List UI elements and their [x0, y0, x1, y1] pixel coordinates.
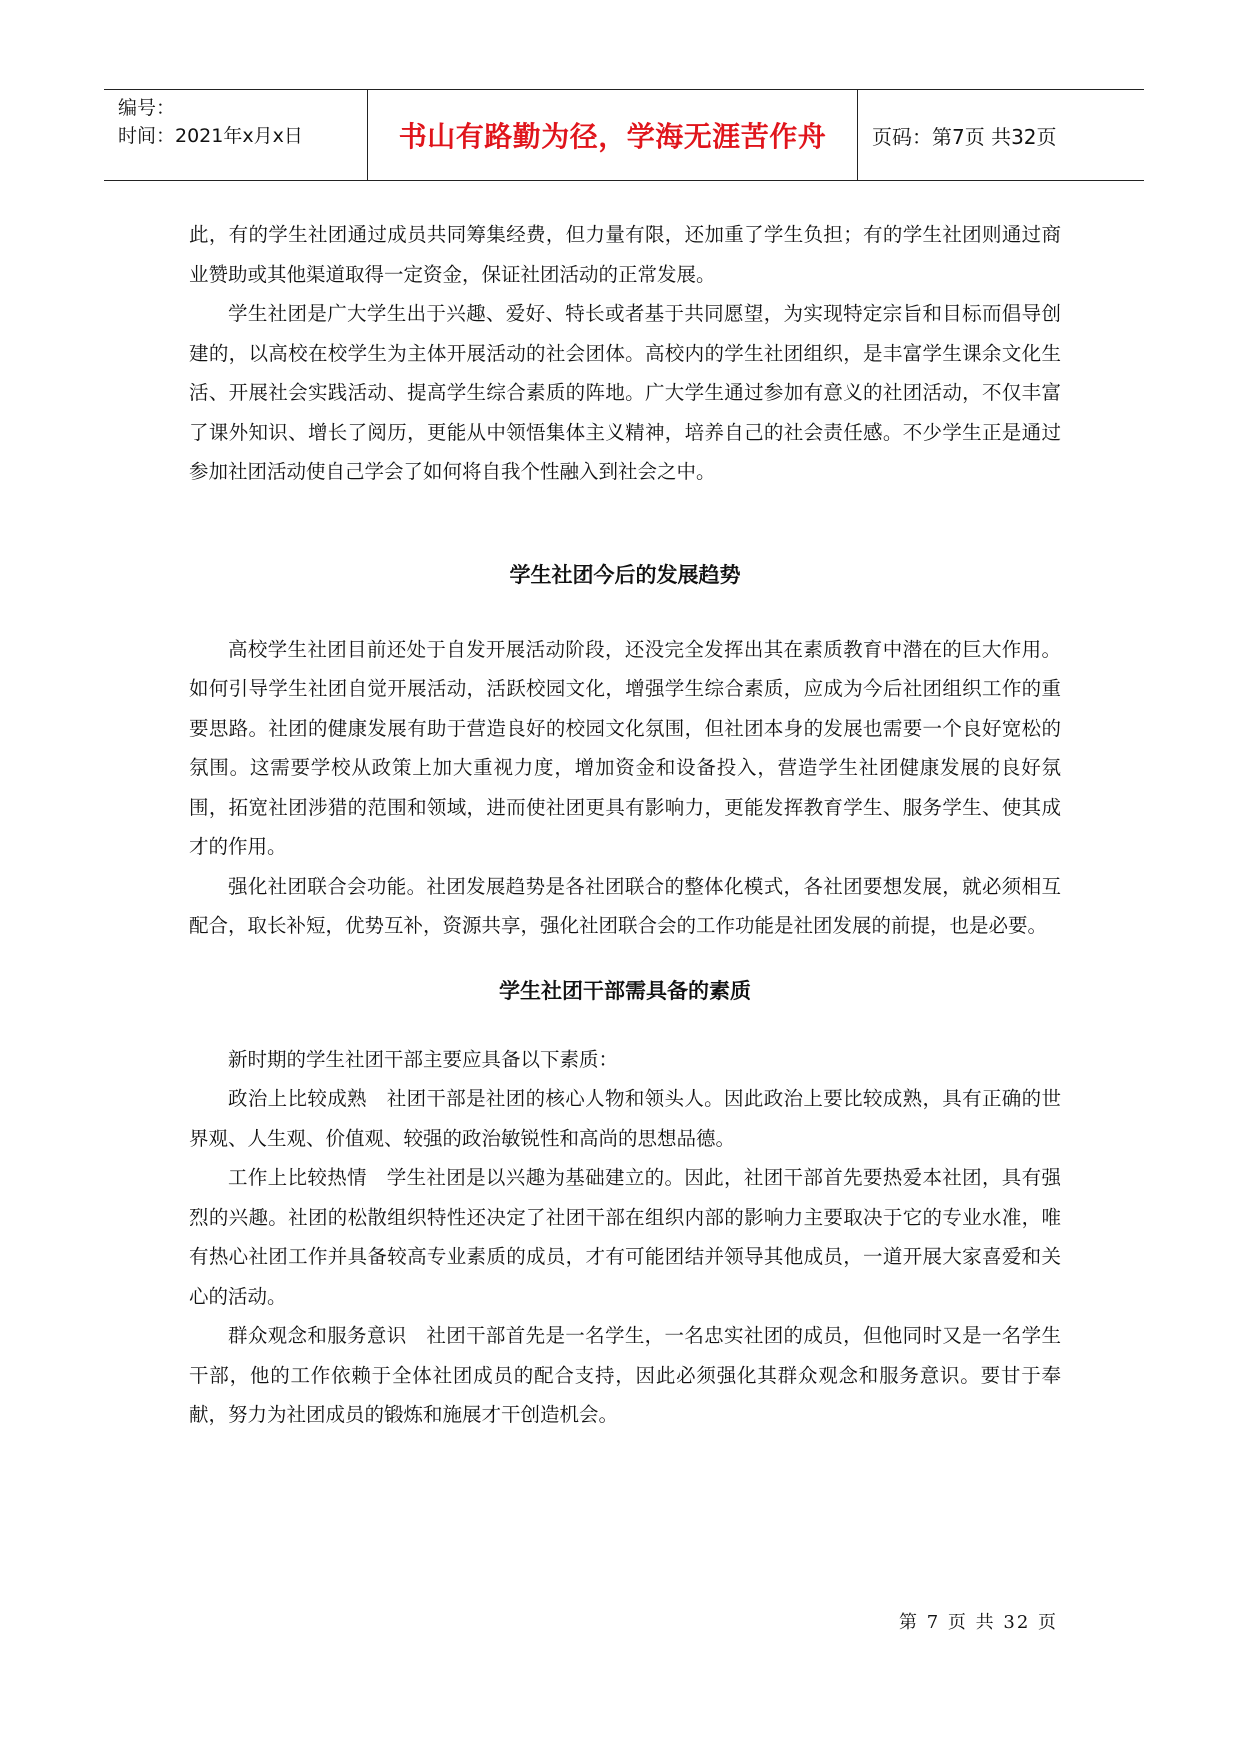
- document-number-label: 编号：: [118, 97, 176, 119]
- paragraph-continuation: 此，有的学生社团通过成员共同筹集经费，但力量有限，还加重了学生负担；有的学生社团则通过商业赞助或其他渠道取得一定资金，保证社团活动的正常发展。: [189, 223, 1061, 286]
- section-heading-trends: 学生社团今后的发展趋势: [509, 562, 741, 587]
- header-motto: 书山有路勤为径，学海无涯苦作舟: [398, 120, 827, 153]
- section-heading-qualities: 学生社团干部需具备的素质: [499, 978, 751, 1003]
- paragraph: 高校学生社团目前还处于自发开展活动阶段，还没完全发挥出其在素质教育中潜在的巨大作用。如何引导学生社团自觉开展活动，活跃校园文化，增强学生综合素质，应成为今后社团组织工作的重要思路。社团的健康发展有助于营造良好的校园文化氛围，但社团本身的发展也需要一个良好宽松的氛围。这需要学校从政策上加大重视力度，增加资金和设备投入，营造学生社团健康发展的良好氛围，拓宽社团涉猎的范围和领域，进而使社团更具有影响力，更能发挥教育学生、服务学生、使其成才的作用。: [189, 637, 1061, 858]
- header-motto-cell: [368, 90, 858, 180]
- paragraph: 群众观念和服务意识 社团干部首先是一名学生，一名忠实社团的成员，但他同时又是一名学生干部，他的工作依赖于全体社团成员的配合支持，因此必须强化其群众观念和服务意识。要甘于奉献，努力为社团成员的锻炼和施展才干创造机会。: [189, 1324, 1061, 1426]
- paragraph: 学生社团是广大学生出于兴趣、爱好、特长或者基于共同愿望，为实现特定宗旨和目标而倡导创建的，以高校在校学生为主体开展活动的社会团体。高校内的学生社团组织，是丰富学生课余文化生活、开展社会实践活动、提高学生综合素质的阵地。广大学生通过参加有意义的社团活动，不仅丰富了课外知识、增长了阅历，更能从中领悟集体主义精神，培养自己的社会责任感。不少学生正是通过参加社团活动使自己学会了如何将自我个性融入到社会之中。: [189, 302, 1061, 483]
- paragraph: 政治上比较成熟 社团干部是社团的核心人物和领头人。因此政治上要比较成熟，具有正确的世界观、人生观、价值观、较强的政治敏锐性和高尚的思想品德。: [189, 1087, 1061, 1150]
- document-time-label: 时间：2021年x月x日: [118, 125, 303, 147]
- header-page-cell: [858, 90, 1144, 180]
- page-footer-number: 第 7 页 共 32 页: [899, 1612, 1058, 1633]
- header-page-number: 页码：第7页 共32页: [872, 124, 1057, 149]
- header-meta-cell: [104, 90, 368, 180]
- document-body: [189, 215, 1061, 1435]
- paragraph: 新时期的学生社团干部主要应具备以下素质：: [228, 1047, 619, 1071]
- page-header: [104, 89, 1144, 181]
- paragraph: 强化社团联合会功能。社团发展趋势是各社团联合的整体化模式，各社团要想发展，就必须相互配合，取长补短，优势互补，资源共享，强化社团联合会的工作功能是社团发展的前提，也是必要。: [189, 874, 1061, 937]
- paragraph: 工作上比较热情 学生社团是以兴趣为基础建立的。因此，社团干部首先要热爱本社团，具有强烈的兴趣。社团的松散组织特性还决定了社团干部在组织内部的影响力主要取决于它的专业水准，唯有热心社团工作并具备较高专业素质的成员，才有可能团结并领导其他成员，一道开展大家喜爱和关心的活动。: [189, 1166, 1061, 1308]
